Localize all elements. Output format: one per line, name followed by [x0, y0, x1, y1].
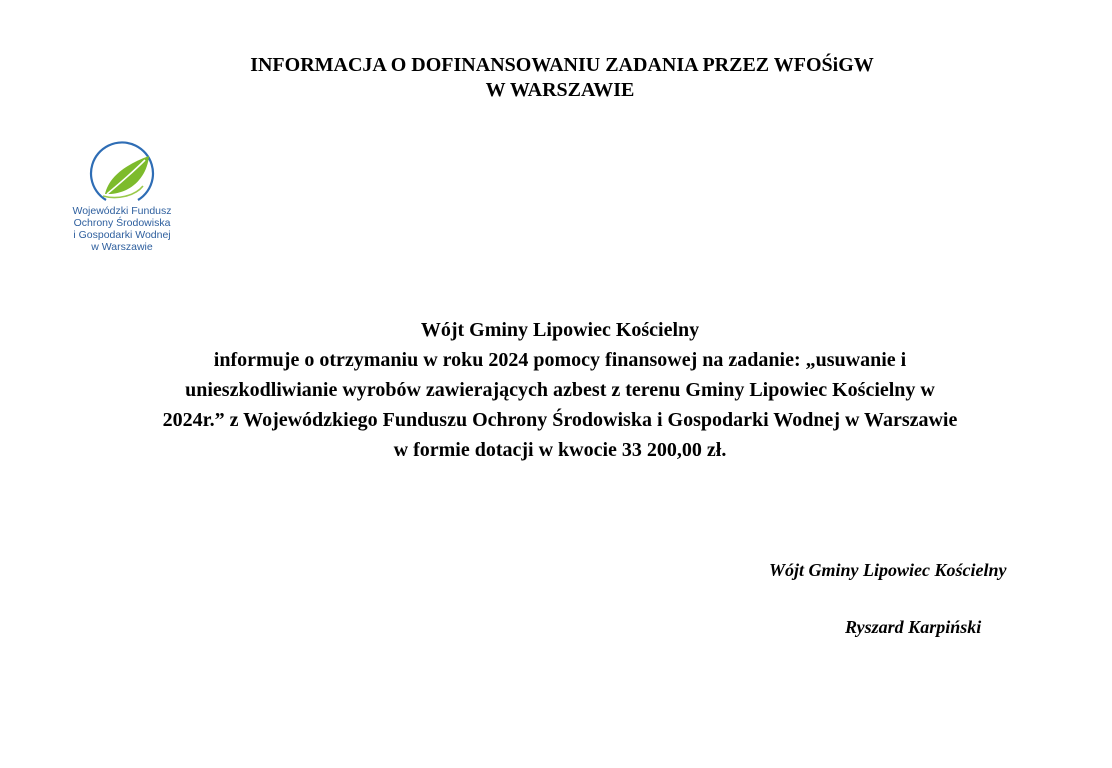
body-line: unieszkodliwianie wyrobów zawierających azbest z terenu Gminy Lipowiec Kościelny w: [185, 379, 935, 401]
announcement-text: [60, 315, 1060, 465]
body-line: 2024r.” z Wojewódzkiego Funduszu Ochrony Środowiska i Gospodarki Wodnej w Warszawie: [162, 409, 958, 431]
leaf-icon: [79, 138, 165, 204]
title-line-1: INFORMACJA O DOFINANSOWANIU ZADANIA PRZEZ WFOŚiGW: [250, 54, 874, 76]
document-title: [0, 53, 1112, 103]
signature-title: Wójt Gminy Lipowiec Kościelny: [769, 560, 1007, 580]
body-line: w formie dotacji w kwocie 33 200,00 zł.: [393, 439, 727, 461]
wfosigw-logo: [62, 138, 182, 258]
signature-name: Ryszard Karpiński: [845, 617, 982, 637]
body-line: informuje o otrzymaniu w roku 2024 pomocy finansowej na zadanie: „usuwanie i: [213, 349, 907, 371]
logo-text: Wojewódzki Fundusz Ochrony Środowiska i Gospodarki Wodnej w Warszawie: [72, 205, 172, 253]
title-line-2: W WARSZAWIE: [485, 79, 635, 101]
body-line: Wójt Gminy Lipowiec Kościelny: [420, 319, 700, 341]
